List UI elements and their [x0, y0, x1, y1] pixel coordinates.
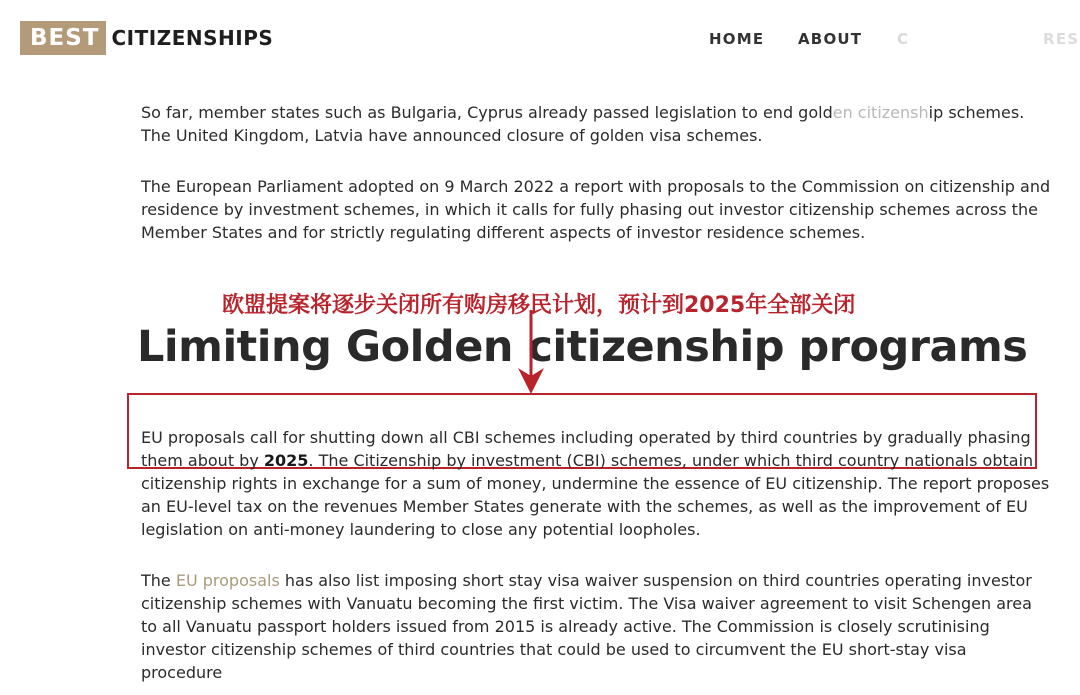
p3-text-a: EU proposals call for shutting down all CBI schemes including operated by third countries by gradually phasing them about by [141, 428, 1031, 470]
nav-home-link[interactable]: HOME [709, 30, 765, 48]
paragraph-eu-proposals [141, 426, 1051, 541]
nav-faded-link-1[interactable]: C [897, 30, 910, 48]
p3-text-b: . The Citizenship by investment (CBI) schemes, under which third country nationals obtain citizenship rights in exchange for a sum of money, undermine the essence of EU citizenship. The report proposes an EU-level tax on the revenues Member States generate with the schemes, as well as the improvement of EU legislation on anti-money laundering to close any potential loopholes. [141, 451, 1050, 539]
nav-about-link[interactable]: ABOUT [798, 30, 863, 48]
p3-year: 2025 [263, 451, 309, 470]
p1-text-a: So far, member states such as Bulgaria, Cyprus already passed legislation to end gold [141, 103, 833, 122]
paragraph-member-states [141, 101, 1051, 147]
p4-text-b: has also list imposing short stay visa waiver suspension on third countries operating investor citizenship schemes with Vanuatu becoming the first victim. The Visa waiver agreement to visit Schengen area to all Vanuatu passport holders issued from 2015 is already active. The Commission is closely scrutinising investor citizenship schemes of third countries that could be used to circumvent the EU short-stay visa procedure [141, 571, 1032, 682]
eu-proposals-link[interactable]: EU proposals [175, 571, 280, 590]
section-heading: Limiting Golden citizenship programs [137, 322, 1028, 372]
paragraph-european-parliament: The European Parliament adopted on 9 March 2022 a report with proposals to the Commission on citizenship and residence by investment schemes, in which it calls for fully phasing out investor citizenship schemes across the Member States and for strictly regulating different aspects of investor residence schemes. [141, 177, 1051, 242]
paragraph-visa-waiver [141, 569, 1051, 684]
nav-faded-link-2[interactable]: RES [1043, 30, 1080, 48]
annotation-arrow-icon [505, 310, 555, 400]
logo-best-badge: BEST [20, 21, 106, 55]
logo-citizenships-text: CITIZENSHIPS [111, 26, 274, 50]
chinese-annotation: 欧盟提案将逐步关闭所有购房移民计划，预计到2025年全部关闭 [222, 293, 856, 318]
main-nav [0, 30, 1080, 50]
p1-text-faded: en citizensh [832, 103, 929, 122]
p1-text-b: ip schemes. The United Kingdom, Latvia have announced closure of golden visa schemes. [141, 103, 1025, 145]
p4-text-a: The [141, 571, 176, 590]
site-header [0, 0, 1080, 78]
